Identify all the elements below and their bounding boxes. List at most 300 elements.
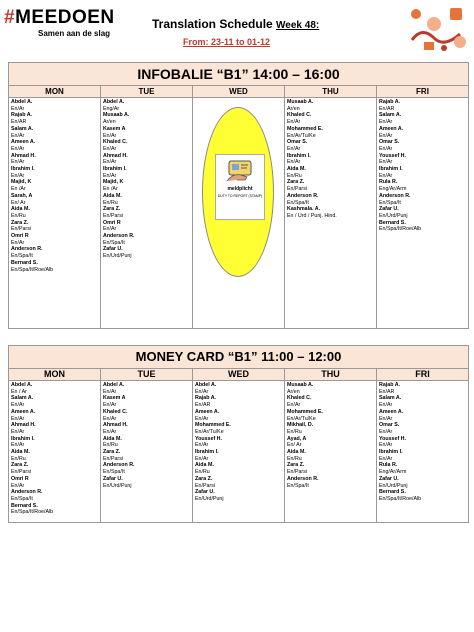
list-item	[103, 193, 190, 206]
interpreter-name: Khaled C.	[287, 112, 312, 119]
interpreter-languages: En/Ar	[379, 402, 393, 409]
list-item	[103, 382, 190, 395]
interpreter-languages: En/Spa/It	[287, 199, 309, 206]
interpreter-languages: En/Ar	[103, 172, 117, 179]
interpreter-name: Bernard S.	[379, 489, 406, 496]
day-header-fri: FRI	[416, 87, 429, 96]
interpreter-languages: Eng/Ar	[103, 105, 120, 112]
infobalie-title: INFOBALIE “B1” 14:00 – 16:00	[9, 63, 468, 86]
duty-to-report-note: DUTY TO REPORT (STAMP)	[217, 194, 263, 198]
logo-wordmark	[4, 8, 115, 28]
list-item	[103, 99, 190, 112]
list-item	[103, 206, 190, 219]
interpreter-name: Ameen A.	[195, 408, 220, 415]
interpreter-name: Mohammed E.	[287, 125, 323, 132]
interpreter-languages: En/Ar/Tu/Ke	[195, 428, 224, 435]
interpreter-name: Abdel A.	[11, 382, 33, 388]
interpreter-name: Youssef H.	[379, 435, 406, 442]
money-card-day-headers	[9, 369, 468, 381]
interpreter-name: Anderson R.	[103, 462, 135, 469]
day-header-thu: THU	[285, 86, 377, 97]
list-item	[103, 395, 190, 408]
interpreter-languages: En/Urd/Punj	[103, 482, 132, 489]
interpreter-name: Anderson R.	[103, 233, 135, 240]
interpreter-name: Khaled C.	[103, 408, 128, 415]
list-item	[287, 126, 374, 139]
interpreter-name: Kasem A	[103, 125, 126, 132]
interpreter-name: Musaab A.	[287, 99, 314, 105]
list-item	[11, 409, 98, 422]
infobalie-col-thu	[285, 98, 377, 328]
list-item	[11, 112, 98, 125]
interpreter-name: Anderson R.	[287, 192, 319, 199]
day-header-tue: TUE	[101, 86, 193, 97]
list-item	[103, 246, 190, 259]
interpreter-languages: En/Urd/Punj	[195, 495, 224, 502]
interpreter-name: Ahmad H.	[103, 422, 128, 429]
interpreter-languages: En/Ar	[379, 119, 393, 126]
list-item	[103, 126, 190, 139]
interpreter-languages: En/Spa/It/Roe/Alb	[11, 266, 54, 273]
interpreter-name: Zara Z.	[287, 462, 305, 469]
interpreter-languages: Ar/en	[103, 119, 116, 126]
list-item	[103, 436, 190, 449]
interpreter-name: Mikhail, D.	[287, 422, 314, 429]
interpreter-languages: En/Ru	[287, 172, 302, 179]
logo-hash: #	[4, 7, 16, 28]
list-item	[379, 99, 466, 112]
interpreter-name: Rajab A.	[195, 395, 216, 402]
interpreter-name: Bernard S.	[379, 219, 406, 226]
interpreter-name: Anderson R.	[379, 192, 411, 199]
interpreter-languages: En/Spa/It/Roe/Alb	[11, 509, 54, 516]
list-item	[11, 422, 98, 435]
interpreter-name: Aida M.	[103, 435, 122, 442]
interpreter-languages: En/Spa/It	[103, 469, 125, 476]
interpreter-languages: En/Ar	[103, 145, 117, 152]
logo-tagline: Samen aan de slag	[38, 29, 111, 38]
interpreter-name: Sarah, A	[11, 192, 33, 199]
interpreter-languages: En/Ar	[195, 455, 209, 462]
interpreter-languages: Ar/en	[287, 388, 300, 395]
interpreter-name: Abdel A.	[103, 99, 125, 105]
date-range: From: 23-11 to 01-12	[183, 37, 271, 47]
interpreter-languages: En/AR	[379, 388, 395, 395]
interpreter-languages: En/Ar	[379, 428, 393, 435]
list-item	[11, 179, 98, 192]
interpreter-languages: En/Spa/It	[11, 253, 33, 260]
list-item	[11, 166, 98, 179]
list-item	[287, 409, 374, 422]
interpreter-languages: En / Ar	[11, 388, 27, 395]
day-header-thu: THU	[285, 369, 377, 380]
interpreter-name: Zara Z.	[103, 206, 121, 213]
interpreter-name: Ayad, A	[287, 435, 307, 442]
interpreter-name: Anderson R.	[11, 246, 43, 253]
list-item	[379, 126, 466, 139]
list-item	[287, 179, 374, 192]
interpreter-name: Mohammed E.	[287, 408, 323, 415]
interpreter-name: Omar S.	[287, 139, 308, 146]
interpreter-languages: En/Ru	[195, 469, 210, 476]
list-item	[379, 449, 466, 462]
interpreter-languages: En/Ar/Tu/Ke	[287, 415, 316, 422]
interpreter-languages: En/Ar	[11, 132, 25, 139]
interpreter-name: Majid, K	[11, 179, 32, 186]
interpreter-name: Youssef H.	[379, 152, 406, 159]
interpreter-languages: En/Ar	[11, 428, 25, 435]
list-item	[11, 153, 98, 166]
interpreter-languages: En/Parsi	[103, 455, 124, 462]
interpreter-name: Rajab A.	[379, 382, 400, 388]
day-header-fri: FRI	[415, 369, 430, 379]
list-item	[11, 503, 98, 516]
list-item	[195, 395, 282, 408]
list-item	[195, 422, 282, 435]
interpreter-languages: En/Ar	[11, 145, 25, 152]
interpreter-name: Aida M.	[195, 462, 214, 469]
list-item	[287, 153, 374, 166]
interpreter-languages: En/AR	[11, 119, 27, 126]
interpreter-languages: En/Ar	[103, 132, 117, 139]
interpreter-name: Khaled C.	[103, 139, 128, 146]
interpreter-languages: En/Ar	[11, 239, 25, 246]
infobalie-schedule	[8, 62, 469, 329]
interpreter-languages: En/Ar	[379, 145, 393, 152]
interpreter-languages: En/Ru	[11, 455, 26, 462]
interpreter-name: Mohammed E.	[195, 422, 231, 429]
interpreter-name: Bernard S.	[11, 259, 38, 266]
list-item	[379, 166, 466, 179]
interpreter-languages: En/Ar	[103, 226, 117, 233]
list-item	[103, 476, 190, 489]
money-card-col-wed	[193, 381, 285, 522]
interpreter-languages: En/AR	[195, 402, 211, 409]
interpreter-languages: En/Ar	[11, 402, 25, 409]
interpreter-languages: En/Ar	[103, 402, 117, 409]
interpreter-name: Aida M.	[11, 449, 30, 456]
list-item	[103, 233, 190, 246]
interpreter-name: Khaled C.	[287, 395, 312, 402]
list-item	[11, 233, 98, 246]
interpreter-languages: En/Ar	[11, 172, 25, 179]
interpreter-name: Ameen A.	[379, 408, 404, 415]
interpreter-languages: En /Ar	[11, 186, 26, 193]
interpreter-languages: En/Ar	[103, 415, 117, 422]
list-item	[11, 246, 98, 259]
interpreter-name: Ibrahim I.	[11, 166, 35, 173]
interpreter-languages: En/Urd/Punj	[103, 253, 132, 260]
list-item	[379, 476, 466, 489]
list-item	[103, 462, 190, 475]
list-item	[11, 139, 98, 152]
interpreter-languages: En/Parsi	[287, 469, 308, 476]
interpreter-name: Salam A.	[11, 125, 34, 132]
interpreter-languages: En/Parsi	[287, 186, 308, 193]
interpreter-languages: En/AR	[379, 105, 395, 112]
interpreter-languages: En/Ar	[11, 415, 25, 422]
money-card-title: MONEY CARD “B1” 11:00 – 12:00	[9, 346, 468, 369]
interpreter-name: Zafar U.	[379, 206, 399, 213]
interpreter-name: Ibrahim I.	[379, 449, 403, 456]
interpreter-name: Ahmad H.	[11, 422, 36, 429]
list-item	[287, 436, 374, 449]
list-item	[195, 409, 282, 422]
list-item	[11, 489, 98, 502]
list-item	[379, 220, 466, 233]
list-item	[103, 166, 190, 179]
interpreter-languages: En/Ar	[379, 172, 393, 179]
interpreter-name: Salam A.	[379, 112, 402, 119]
interpreter-languages: En/Ar/Tu/Ke	[287, 132, 316, 139]
list-item	[11, 206, 98, 219]
list-item	[11, 436, 98, 449]
interpreter-languages: En/Ar	[287, 159, 301, 166]
list-item	[379, 153, 466, 166]
list-item	[379, 139, 466, 152]
interpreter-name: Musaab A.	[287, 382, 314, 388]
interpreter-languages: En/Ar	[103, 159, 117, 166]
list-item	[195, 449, 282, 462]
list-item	[103, 449, 190, 462]
interpreter-languages: En/Ru	[287, 455, 302, 462]
interpreter-languages: En/Parsi	[11, 469, 32, 476]
interpreter-languages: En/Ar	[11, 482, 25, 489]
interpreter-name: Aida M.	[11, 206, 30, 213]
interpreter-languages: En/Parsi	[195, 482, 216, 489]
list-item	[287, 139, 374, 152]
interpreter-languages: En/Ru	[103, 199, 118, 206]
list-item	[379, 193, 466, 206]
day-header-mon: MON	[9, 86, 101, 97]
list-item	[11, 193, 98, 206]
list-item	[287, 422, 374, 435]
list-item	[379, 112, 466, 125]
interpreter-languages: En/Parsi	[11, 226, 32, 233]
list-item	[103, 220, 190, 233]
hand-card-icon	[225, 159, 255, 183]
duty-to-report-ellipse	[202, 107, 274, 277]
list-item	[11, 99, 98, 112]
infobalie-col-tue	[101, 98, 193, 328]
money-card-col-mon	[9, 381, 101, 522]
interpreter-languages: En/Ar	[379, 159, 393, 166]
interpreter-languages: En/Spa/It/Roe/Alb	[379, 495, 422, 502]
interpreter-name: Ahmad H.	[11, 152, 36, 159]
decorative-illustration-icon	[404, 2, 472, 58]
interpreter-languages: En/Spa/It	[103, 239, 125, 246]
interpreter-name: Ahmad H.	[103, 152, 128, 159]
infobalie-col-mon	[9, 98, 101, 328]
interpreter-name: Abdel A.	[103, 382, 125, 388]
interpreter-name: Ibrahim I.	[195, 449, 219, 456]
interpreter-name: Aida M.	[287, 449, 306, 456]
week-label: Week 48:	[276, 20, 320, 31]
interpreter-languages: En/Urd/Punj	[379, 212, 408, 219]
day-header-tue: TUE	[101, 369, 193, 380]
meldplicht-label: meldplicht	[227, 186, 253, 192]
interpreter-languages: En/Ar	[287, 402, 301, 409]
meldplicht-card	[215, 154, 265, 220]
meedoen-logo	[4, 8, 115, 38]
list-item	[103, 153, 190, 166]
list-item	[11, 449, 98, 462]
interpreter-name: Zara Z.	[195, 475, 213, 482]
list-item	[195, 476, 282, 489]
interpreter-name: Rula R.	[379, 462, 398, 469]
schedule-title: Translation Schedule	[152, 17, 273, 31]
interpreter-name: Kasem A	[103, 395, 126, 402]
list-item	[103, 112, 190, 125]
list-item	[11, 395, 98, 408]
interpreter-languages: En/Ar	[379, 415, 393, 422]
list-item	[195, 462, 282, 475]
interpreter-name: Ameen A.	[11, 408, 36, 415]
interpreter-name: Zafar U.	[103, 475, 123, 482]
interpreter-name: Kashmala. A.	[287, 206, 321, 213]
interpreter-languages: Ar/en	[287, 105, 300, 112]
interpreter-languages: En/Ru	[103, 442, 118, 449]
interpreter-name: Omri R	[11, 233, 29, 240]
list-item	[287, 449, 374, 462]
list-item	[11, 260, 98, 273]
interpreter-name: Zara Z.	[103, 449, 121, 456]
interpreter-name: Ameen A.	[11, 139, 36, 146]
interpreter-languages: En/Urd/Punj	[379, 482, 408, 489]
interpreter-languages: En/Ar	[103, 428, 117, 435]
interpreter-name: Abdel A.	[11, 99, 33, 105]
interpreter-name: Zara Z.	[11, 219, 29, 226]
list-item	[103, 179, 190, 192]
interpreter-languages: En/Ar	[379, 455, 393, 462]
list-item	[379, 382, 466, 395]
interpreter-name: Aida M.	[103, 192, 122, 199]
interpreter-name: Omri R	[11, 475, 29, 482]
list-item	[287, 166, 374, 179]
interpreter-languages: En/Ar	[11, 442, 25, 449]
interpreter-name: Ibrahim I.	[287, 152, 311, 159]
interpreter-languages: Eng/Ar/Arm	[379, 469, 407, 476]
list-item	[11, 126, 98, 139]
interpreter-languages: En/Spa/It/Roe/Alb	[379, 226, 422, 233]
infobalie-col-wed	[193, 98, 285, 328]
list-item	[287, 99, 374, 112]
list-item	[287, 476, 374, 489]
interpreter-languages: En/Ar	[11, 105, 25, 112]
interpreter-languages: En/Ar	[195, 442, 209, 449]
interpreter-languages: En/Ar	[287, 145, 301, 152]
interpreter-languages: Eng/Ar/Arm	[379, 186, 407, 193]
interpreter-name: Youssef H.	[195, 435, 222, 442]
interpreter-name: Ibrahim I.	[103, 166, 127, 173]
interpreter-name: Aida M.	[287, 166, 306, 173]
interpreter-name: Omar S.	[379, 139, 400, 146]
interpreter-languages: En/Spa/It	[287, 482, 309, 489]
interpreter-name: Zafar U.	[195, 489, 215, 496]
list-item	[195, 436, 282, 449]
list-item	[103, 409, 190, 422]
interpreter-name: Bernard S.	[11, 502, 38, 509]
list-item	[11, 462, 98, 475]
list-item	[103, 139, 190, 152]
list-item	[379, 489, 466, 502]
list-item	[103, 422, 190, 435]
interpreter-name: Rajab A.	[11, 112, 32, 119]
interpreter-name: Zafar U.	[103, 246, 123, 253]
interpreter-languages: En/Ru	[287, 428, 302, 435]
interpreter-name: Zafar U.	[379, 475, 399, 482]
interpreter-name: Rajab A.	[379, 99, 400, 105]
money-card-col-thu	[285, 381, 377, 522]
infobalie-day-headers	[9, 86, 468, 98]
page-title	[152, 17, 319, 31]
interpreter-name: Anderson R.	[11, 489, 43, 496]
interpreter-name: Zara Z.	[11, 462, 29, 469]
list-item	[379, 206, 466, 219]
list-item	[195, 489, 282, 502]
list-item	[379, 179, 466, 192]
interpreter-languages: En / Urd / Punj. Hind.	[287, 212, 337, 219]
interpreter-languages: En/Ar	[195, 415, 209, 422]
list-item	[287, 206, 374, 219]
interpreter-name: Ibrahim I.	[379, 166, 403, 173]
interpreter-languages: En/Ar	[11, 159, 25, 166]
interpreter-languages: En/Ar	[379, 442, 393, 449]
interpreter-name: Ameen A.	[379, 125, 404, 132]
list-item	[379, 462, 466, 475]
interpreter-languages: En /Ar	[103, 186, 118, 193]
interpreter-languages: En/Ar	[103, 388, 117, 395]
interpreter-name: Musaab A.	[103, 112, 130, 119]
day-header-wed: WED	[193, 86, 285, 97]
list-item	[379, 422, 466, 435]
interpreter-name: Salam A.	[379, 395, 402, 402]
interpreter-languages: En/ Ar	[11, 199, 26, 206]
list-item	[287, 395, 374, 408]
infobalie-col-fri	[377, 98, 468, 328]
interpreter-name: Abdel A.	[195, 382, 217, 388]
list-item	[379, 409, 466, 422]
list-item	[11, 220, 98, 233]
list-item	[287, 193, 374, 206]
interpreter-languages: En/Parsi	[103, 212, 124, 219]
interpreter-name: Omri R	[103, 219, 121, 226]
interpreter-name: Salam A.	[11, 395, 34, 402]
interpreter-languages: En/Ar	[287, 119, 301, 126]
interpreter-name: Zara Z.	[287, 179, 305, 186]
list-item	[287, 462, 374, 475]
list-item	[195, 382, 282, 395]
money-card-schedule	[8, 345, 469, 523]
money-card-col-fri	[377, 381, 468, 522]
list-item	[287, 112, 374, 125]
interpreter-name: Omar S.	[379, 422, 400, 429]
interpreter-name: Ibrahim I.	[11, 435, 35, 442]
interpreter-name: Rula R.	[379, 179, 398, 186]
interpreter-name: Anderson R.	[287, 475, 319, 482]
interpreter-languages: En/Ar	[379, 132, 393, 139]
day-header-wed: WED	[193, 369, 285, 380]
interpreter-languages: En/Ru	[11, 212, 26, 219]
day-header-mon: MON	[9, 369, 101, 380]
interpreter-name: Majid, K	[103, 179, 124, 186]
list-item	[11, 382, 98, 395]
list-item	[379, 395, 466, 408]
interpreter-languages: En/ Ar	[287, 442, 302, 449]
interpreter-languages: En/Ar	[195, 388, 209, 395]
logo-name: MEEDOEN	[15, 7, 115, 28]
interpreter-languages: En/Spa/It	[11, 495, 33, 502]
